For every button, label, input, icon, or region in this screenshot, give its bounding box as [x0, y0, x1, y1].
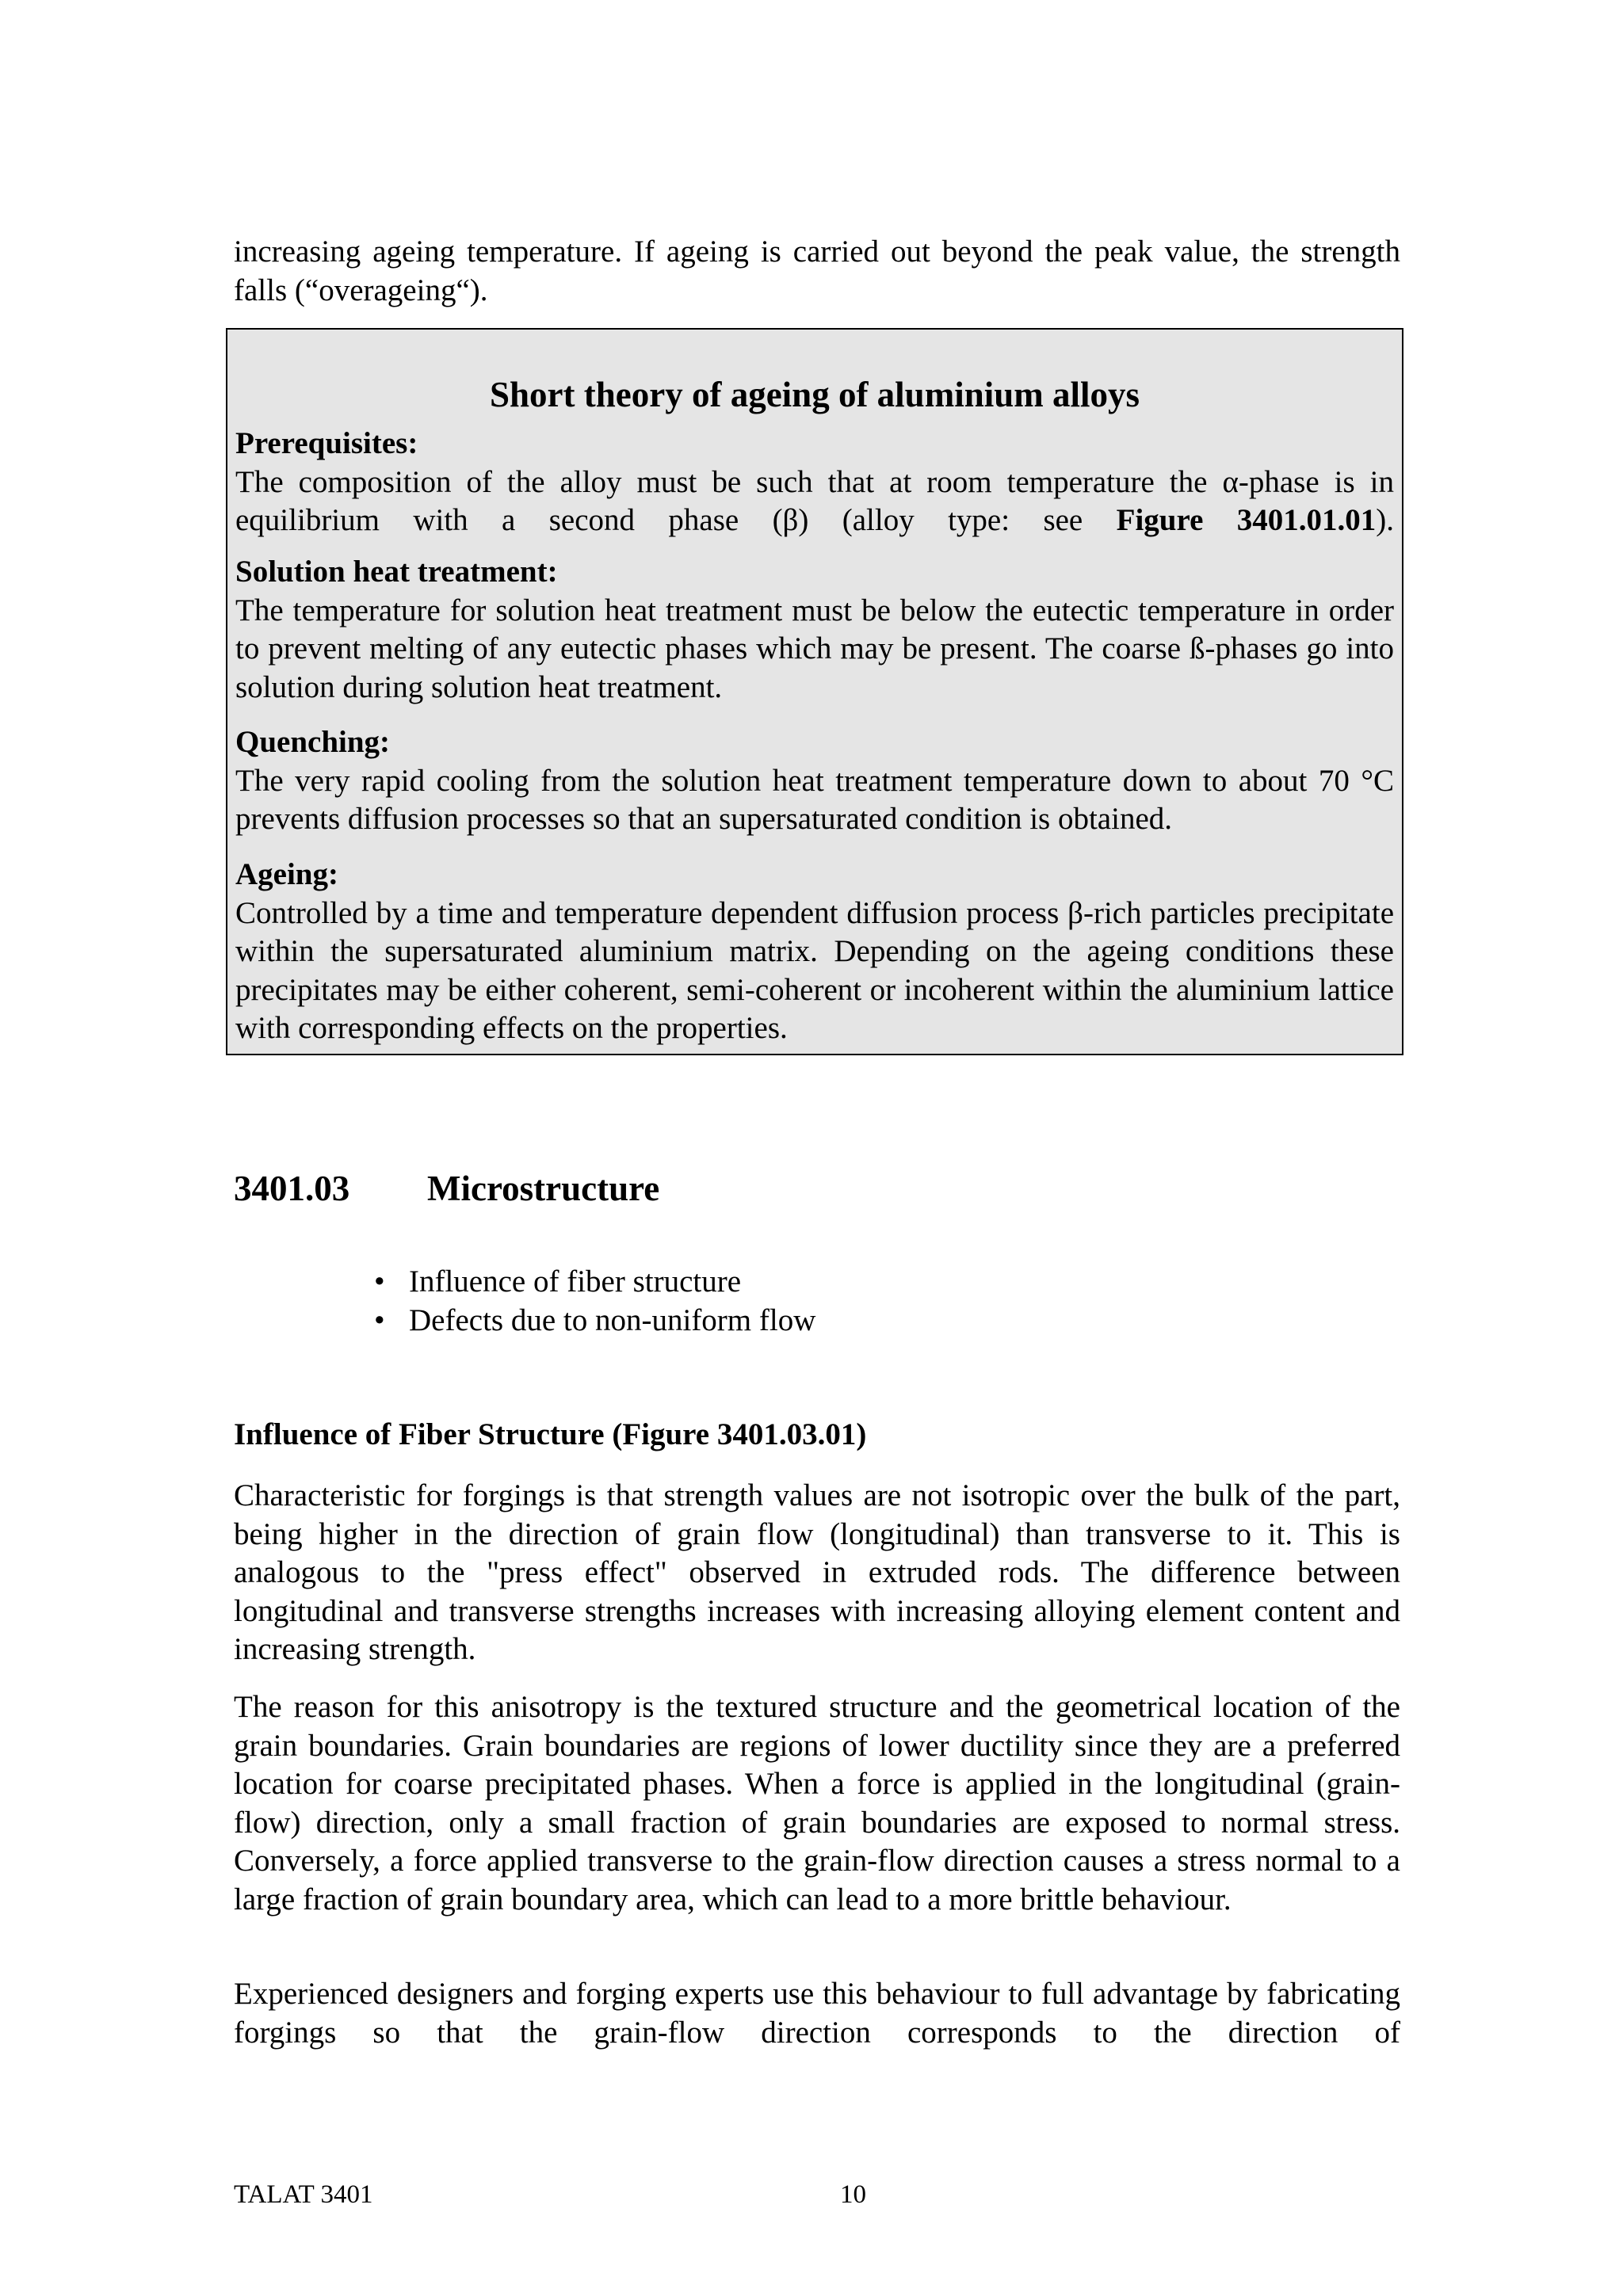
solution-text: The temperature for solution heat treatment must be below the eutectic temperature in order to prevent melting of any eutectic phases which may be present. The coarse ß-phases go into solution during solution heat treatment. — [235, 593, 1394, 704]
body-paragraph: Characteristic for forgings is that strength values are not isotropic over the bulk of the part, being higher in the direction of grain flow (longitudinal) than transverse to it. This is analogous to the "press effect" observed in extruded rods. The difference between longitudinal and transverse strengths increases with increasing alloying element content and increasing strength. — [234, 1478, 1400, 1667]
quenching-heading: Quenching: — [235, 725, 391, 759]
theory-box-title: Short theory of ageing of aluminium alloys — [489, 375, 1140, 414]
body-paragraph-1-block — [234, 1477, 1400, 1669]
bullet-icon: • — [374, 1264, 385, 1299]
bullet-icon: • — [374, 1302, 385, 1337]
subsection-heading: Influence of Fiber Structure (Figure 3401.03.01) — [234, 1417, 867, 1451]
list-item — [372, 1263, 815, 1302]
prerequisites-heading: Prerequisites: — [235, 426, 418, 460]
list-item-text: Influence of fiber structure — [409, 1264, 742, 1299]
ageing-text: Controlled by a time and temperature dependent diffusion process β-rich particles precipitate within the supersaturated aluminium matrix. Depending on the ageing conditions these precipitates may be either coherent, semi-coherent or incoherent within the aluminium lattice with corresponding effects on the properties. — [235, 895, 1394, 1046]
section-bullet-list — [372, 1263, 815, 1340]
solution-block — [235, 553, 1394, 707]
prerequisites-text-a: The composition of the alloy must be such that at room temperature the α-phase is in equilibrium with a second phase (β) (alloy type: see — [235, 464, 1394, 538]
list-item — [372, 1302, 815, 1341]
body-paragraph-2-block — [234, 1688, 1400, 1920]
quenching-text: The very rapid cooling from the solution heat treatment temperature down to about 70 °C prevents diffusion processes so that an supersaturated condition is obtained. — [235, 763, 1394, 837]
intro-paragraph-block — [234, 233, 1400, 310]
ageing-heading: Ageing: — [235, 857, 338, 891]
footer-page-number: 10 — [840, 2180, 866, 2209]
body-paragraph: Experienced designers and forging experts use this behaviour to full advantage by fabricating forgings so that the grain-flow direction corresponds to the direction of — [234, 1977, 1400, 2050]
intro-paragraph: increasing ageing temperature. If ageing is carried out beyond the peak value, the strength falls (“overageing“). — [234, 235, 1400, 307]
solution-heading: Solution heat treatment: — [235, 555, 558, 589]
body-paragraph: The reason for this anisotropy is the textured structure and the geometrical location of the grain boundaries. Grain boundaries are regions of lower ductility since they are a preferred location for coarse precipitated phases. When a force is applied in the longitudinal (grain-flow) direction, only a small fraction of grain boundaries are exposed to normal stress. Conversely, a force applied transverse to the grain-flow direction causes a stress normal to a large fraction of grain boundary area, which can lead to a more brittle behaviour. — [234, 1690, 1400, 1917]
section-title: Microstructure — [427, 1169, 660, 1208]
quenching-block — [235, 723, 1394, 839]
ageing-block — [235, 856, 1394, 1048]
prerequisites-text-b: ). — [1376, 503, 1395, 538]
body-paragraph-3-block — [234, 1975, 1400, 2091]
footer-doc-id: TALAT 3401 — [234, 2180, 373, 2209]
section-number: 3401.03 — [234, 1169, 350, 1208]
prerequisites-figure-ref[interactable]: Figure 3401.01.01 — [1116, 503, 1377, 538]
list-item-text: Defects due to non-uniform flow — [409, 1302, 816, 1337]
theory-box — [226, 328, 1403, 1055]
